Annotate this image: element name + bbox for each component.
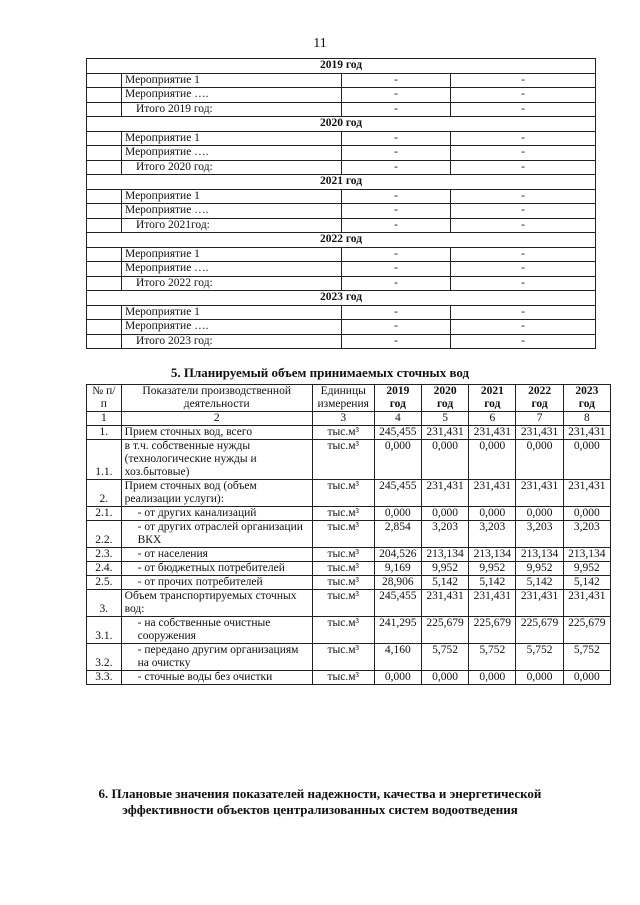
- unit-cell: тыс.м³: [312, 548, 374, 562]
- header-year: 2023 год: [563, 385, 610, 412]
- value-cell: 0,000: [421, 440, 468, 480]
- value-cell: 245,455: [374, 480, 421, 507]
- value-cell: 0,000: [563, 440, 610, 480]
- value-cell: 28,906: [374, 576, 421, 590]
- measure-name: Мероприятие 1: [122, 189, 342, 204]
- value-cell: 5,142: [516, 576, 563, 590]
- indicator-name: - от прочих потребителей: [121, 576, 312, 590]
- value-cell: 9,952: [469, 562, 516, 576]
- row-number: 1.: [87, 426, 122, 440]
- measure-row: [87, 146, 596, 161]
- table-header-row: [87, 385, 611, 412]
- measure-num-cell: [87, 276, 122, 291]
- indicator-name: - от населения: [121, 548, 312, 562]
- measure-num-cell: [87, 146, 122, 161]
- measure-row: [87, 320, 596, 335]
- row-number: 2.4.: [87, 562, 122, 576]
- row-number: 2.: [87, 480, 122, 507]
- measure-row: [87, 218, 596, 233]
- measure-name: Мероприятие 1: [122, 247, 342, 262]
- value-cell: 5,752: [469, 644, 516, 671]
- table-row: [87, 671, 611, 685]
- measure-row: [87, 131, 596, 146]
- value-cell: 245,455: [374, 590, 421, 617]
- value-cell: 0,000: [516, 507, 563, 521]
- measure-value: -: [342, 204, 451, 219]
- measure-name: Итого 2023 год:: [122, 334, 342, 349]
- table-row: [87, 617, 611, 644]
- value-cell: 231,431: [516, 480, 563, 507]
- value-cell: 0,000: [469, 671, 516, 685]
- unit-cell: тыс.м³: [312, 671, 374, 685]
- measure-value: -: [451, 262, 596, 277]
- measure-value: -: [342, 276, 451, 291]
- measure-num-cell: [87, 88, 122, 103]
- value-cell: 5,752: [563, 644, 610, 671]
- value-cell: 0,000: [516, 440, 563, 480]
- table-row: [87, 562, 611, 576]
- measure-num-cell: [87, 160, 122, 175]
- measure-name: Мероприятие 1: [122, 305, 342, 320]
- value-cell: 225,679: [469, 617, 516, 644]
- table-row: [87, 590, 611, 617]
- measure-row: [87, 88, 596, 103]
- value-cell: 225,679: [516, 617, 563, 644]
- measure-value: -: [451, 320, 596, 335]
- header-year: 2019 год: [374, 385, 421, 412]
- measure-name: Мероприятие ….: [122, 320, 342, 335]
- measure-value: -: [342, 334, 451, 349]
- measure-name: Мероприятие ….: [122, 88, 342, 103]
- measure-value: -: [342, 189, 451, 204]
- unit-cell: тыс.м³: [312, 562, 374, 576]
- measure-value: -: [451, 204, 596, 219]
- row-number: 2.3.: [87, 548, 122, 562]
- value-cell: 0,000: [469, 507, 516, 521]
- measures-table: [86, 58, 596, 349]
- measure-value: -: [451, 218, 596, 233]
- value-cell: 213,134: [469, 548, 516, 562]
- measure-row: [87, 204, 596, 219]
- table-row: [87, 644, 611, 671]
- value-cell: 231,431: [516, 426, 563, 440]
- value-cell: 3,203: [516, 521, 563, 548]
- wastewater-volume-table: [86, 384, 611, 685]
- measure-num-cell: [87, 189, 122, 204]
- value-cell: 231,431: [421, 480, 468, 507]
- measure-value: -: [342, 218, 451, 233]
- measure-num-cell: [87, 131, 122, 146]
- measure-value: -: [342, 146, 451, 161]
- measure-name: Мероприятие 1: [122, 73, 342, 88]
- unit-cell: тыс.м³: [312, 590, 374, 617]
- unit-cell: тыс.м³: [312, 507, 374, 521]
- year-header-row: [87, 59, 596, 74]
- measure-num-cell: [87, 247, 122, 262]
- value-cell: 213,134: [421, 548, 468, 562]
- measure-value: -: [342, 88, 451, 103]
- year-title: 2019 год: [87, 59, 596, 74]
- measure-name: Итого 2022 год:: [122, 276, 342, 291]
- measure-row: [87, 305, 596, 320]
- year-title: 2023 год: [87, 291, 596, 306]
- column-index: 1: [87, 412, 122, 426]
- column-index: 4: [374, 412, 421, 426]
- measure-name: Мероприятие 1: [122, 131, 342, 146]
- measure-value: -: [451, 276, 596, 291]
- indicator-name: - на собственные очистные сооружения: [121, 617, 312, 644]
- measure-num-cell: [87, 305, 122, 320]
- measure-value: -: [342, 305, 451, 320]
- header-year: 2022 год: [516, 385, 563, 412]
- unit-cell: тыс.м³: [312, 480, 374, 507]
- measure-row: [87, 247, 596, 262]
- value-cell: 231,431: [563, 426, 610, 440]
- value-cell: 213,134: [516, 548, 563, 562]
- row-number: 2.1.: [87, 507, 122, 521]
- indicator-name: - передано другим организациям на очистку: [121, 644, 312, 671]
- value-cell: 0,000: [374, 440, 421, 480]
- measure-name: Итого 2021год:: [122, 218, 342, 233]
- value-cell: 3,203: [469, 521, 516, 548]
- measure-value: -: [451, 334, 596, 349]
- row-number: 3.1.: [87, 617, 122, 644]
- measure-name: Мероприятие ….: [122, 204, 342, 219]
- measure-value: -: [342, 73, 451, 88]
- header-indicator: Показатели производственной деятельности: [121, 385, 312, 412]
- table-row: [87, 521, 611, 548]
- value-cell: 9,169: [374, 562, 421, 576]
- year-header-row: [87, 175, 596, 190]
- table-row: [87, 576, 611, 590]
- measure-value: -: [342, 102, 451, 117]
- measure-name: Мероприятие ….: [122, 146, 342, 161]
- measure-num-cell: [87, 218, 122, 233]
- value-cell: 0,000: [516, 671, 563, 685]
- row-number: 3.: [87, 590, 122, 617]
- measure-value: -: [451, 305, 596, 320]
- indicator-name: - от других отраслей организации ВКХ: [121, 521, 312, 548]
- measure-num-cell: [87, 204, 122, 219]
- measure-value: -: [451, 73, 596, 88]
- column-index: 5: [421, 412, 468, 426]
- value-cell: 231,431: [421, 426, 468, 440]
- measure-value: -: [451, 102, 596, 117]
- measure-row: [87, 102, 596, 117]
- indicator-name: Прием сточных вод, всего: [121, 426, 312, 440]
- row-number: 3.3.: [87, 671, 122, 685]
- row-number: 1.1.: [87, 440, 122, 480]
- column-index: 2: [121, 412, 312, 426]
- value-cell: 245,455: [374, 426, 421, 440]
- measure-value: -: [451, 189, 596, 204]
- measure-name: Мероприятие ….: [122, 262, 342, 277]
- value-cell: 241,295: [374, 617, 421, 644]
- measure-num-cell: [87, 320, 122, 335]
- table-row: [87, 507, 611, 521]
- measure-value: -: [451, 88, 596, 103]
- measure-row: [87, 73, 596, 88]
- year-title: 2022 год: [87, 233, 596, 248]
- column-index: 7: [516, 412, 563, 426]
- value-cell: 231,431: [563, 480, 610, 507]
- value-cell: 225,679: [563, 617, 610, 644]
- year-title: 2021 год: [87, 175, 596, 190]
- value-cell: 231,431: [469, 480, 516, 507]
- unit-cell: тыс.м³: [312, 440, 374, 480]
- value-cell: 0,000: [563, 507, 610, 521]
- measure-num-cell: [87, 262, 122, 277]
- row-number: 2.2.: [87, 521, 122, 548]
- indicator-name: - от других канализаций: [121, 507, 312, 521]
- year-title: 2020 год: [87, 117, 596, 132]
- measure-value: -: [342, 247, 451, 262]
- measure-row: [87, 189, 596, 204]
- measure-num-cell: [87, 73, 122, 88]
- page-number: 11: [313, 36, 327, 51]
- unit-cell: тыс.м³: [312, 617, 374, 644]
- measure-row: [87, 276, 596, 291]
- value-cell: 231,431: [516, 590, 563, 617]
- measure-name: Итого 2020 год:: [122, 160, 342, 175]
- value-cell: 5,752: [516, 644, 563, 671]
- value-cell: 0,000: [469, 440, 516, 480]
- measure-num-cell: [87, 334, 122, 349]
- value-cell: 3,203: [421, 521, 468, 548]
- year-header-row: [87, 117, 596, 132]
- table-row: [87, 480, 611, 507]
- indicator-name: в т.ч. собственные нужды (технологические нужды и хоз.бытовые): [121, 440, 312, 480]
- measure-value: -: [451, 160, 596, 175]
- value-cell: 231,431: [563, 590, 610, 617]
- value-cell: 9,952: [516, 562, 563, 576]
- measure-value: -: [342, 262, 451, 277]
- value-cell: 0,000: [374, 507, 421, 521]
- value-cell: 225,679: [421, 617, 468, 644]
- value-cell: 5,142: [563, 576, 610, 590]
- year-header-row: [87, 291, 596, 306]
- header-unit: Единицы измерения: [312, 385, 374, 412]
- column-index: 3: [312, 412, 374, 426]
- value-cell: 204,526: [374, 548, 421, 562]
- unit-cell: тыс.м³: [312, 426, 374, 440]
- indicator-name: - от бюджетных потребителей: [121, 562, 312, 576]
- value-cell: 9,952: [421, 562, 468, 576]
- section-6-title-line-2: эффективности объектов централизованных систем водоотведения: [122, 802, 518, 817]
- header-year: 2021 год: [469, 385, 516, 412]
- column-index: 6: [469, 412, 516, 426]
- measure-value: -: [342, 320, 451, 335]
- value-cell: 231,431: [469, 590, 516, 617]
- indicator-name: - сточные воды без очистки: [121, 671, 312, 685]
- year-header-row: [87, 233, 596, 248]
- value-cell: 231,431: [469, 426, 516, 440]
- value-cell: 5,142: [469, 576, 516, 590]
- indicator-name: Прием сточных вод (объем реализации услуги):: [121, 480, 312, 507]
- value-cell: 2,854: [374, 521, 421, 548]
- header-year: 2020 год: [421, 385, 468, 412]
- table-row: [87, 440, 611, 480]
- value-cell: 231,431: [421, 590, 468, 617]
- row-number: 2.5.: [87, 576, 122, 590]
- value-cell: 5,142: [421, 576, 468, 590]
- value-cell: 5,752: [421, 644, 468, 671]
- unit-cell: тыс.м³: [312, 521, 374, 548]
- measure-value: -: [451, 131, 596, 146]
- table-row: [87, 426, 611, 440]
- value-cell: 0,000: [421, 507, 468, 521]
- measure-row: [87, 334, 596, 349]
- measure-row: [87, 262, 596, 277]
- indicator-name: Объем транспортируемых сточных вод:: [121, 590, 312, 617]
- section-5-title: 5. Планируемый объем принимаемых сточных вод: [170, 365, 470, 380]
- value-cell: 213,134: [563, 548, 610, 562]
- column-index-row: [87, 412, 611, 426]
- measure-name: Итого 2019 год:: [122, 102, 342, 117]
- value-cell: 3,203: [563, 521, 610, 548]
- measure-value: -: [342, 160, 451, 175]
- header-num: № п/п: [87, 385, 122, 412]
- unit-cell: тыс.м³: [312, 644, 374, 671]
- value-cell: 0,000: [421, 671, 468, 685]
- value-cell: 9,952: [563, 562, 610, 576]
- row-number: 3.2.: [87, 644, 122, 671]
- value-cell: 0,000: [563, 671, 610, 685]
- unit-cell: тыс.м³: [312, 576, 374, 590]
- measure-value: -: [451, 146, 596, 161]
- measure-row: [87, 160, 596, 175]
- measure-value: -: [342, 131, 451, 146]
- measure-num-cell: [87, 102, 122, 117]
- table-row: [87, 548, 611, 562]
- measure-value: -: [451, 247, 596, 262]
- section-6-title-line-1: 6. Плановые значения показателей надежности, качества и энергетической: [98, 786, 542, 801]
- column-index: 8: [563, 412, 610, 426]
- value-cell: 4,160: [374, 644, 421, 671]
- value-cell: 0,000: [374, 671, 421, 685]
